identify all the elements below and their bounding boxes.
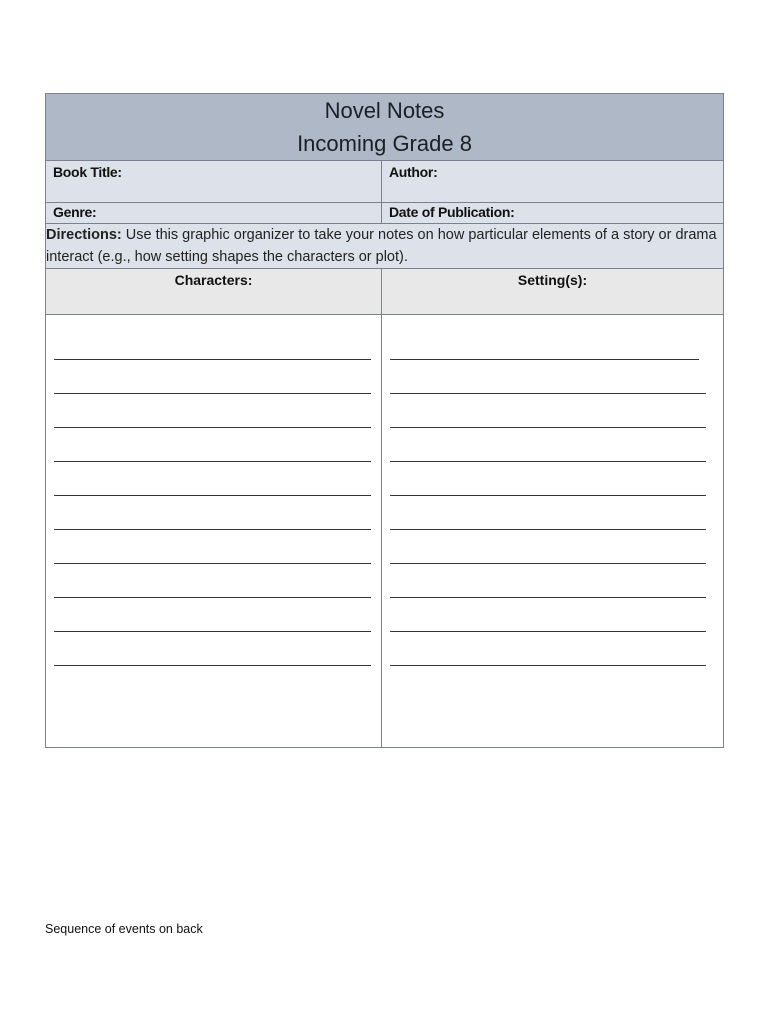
- answer-line: [54, 563, 371, 564]
- answer-line: [54, 529, 371, 530]
- header-cell: [46, 94, 724, 161]
- author-label: Author:: [389, 164, 438, 180]
- answer-line: [390, 427, 706, 428]
- worksheet-title: Novel Notes: [324, 98, 445, 123]
- answer-line: [390, 631, 706, 632]
- date-of-publication-label: Date of Publication:: [389, 204, 515, 220]
- answer-line: [54, 359, 371, 360]
- answer-line: [390, 529, 706, 530]
- settings-answer-lines: [382, 315, 723, 666]
- genre-field[interactable]: [46, 203, 382, 224]
- answer-line: [390, 393, 706, 394]
- directions-text: Use this graphic organizer to take your notes on how particular elements of a story or drama interact (e.g., how setting shapes the characters or plot).: [46, 227, 717, 265]
- answer-line: [54, 631, 371, 632]
- answer-line: [390, 461, 706, 462]
- book-title-field[interactable]: [46, 161, 382, 203]
- book-title-label: Book Title:: [53, 164, 122, 180]
- answer-line: [390, 665, 706, 666]
- footer-note: Sequence of events on back: [45, 922, 203, 936]
- answer-line: [54, 665, 371, 666]
- answer-line: [390, 359, 699, 360]
- characters-notes-area[interactable]: [46, 315, 382, 748]
- answer-line: [54, 393, 371, 394]
- answer-line: [390, 495, 706, 496]
- directions-label: Directions:: [46, 227, 122, 243]
- settings-notes-area[interactable]: [382, 315, 724, 748]
- directions-block: [46, 224, 724, 269]
- answer-line: [54, 461, 371, 462]
- author-field[interactable]: [382, 161, 724, 203]
- characters-answer-lines: [46, 315, 381, 666]
- novel-notes-organizer: [45, 93, 724, 748]
- answer-line: [54, 427, 371, 428]
- answer-line: [54, 597, 371, 598]
- answer-line: [390, 597, 706, 598]
- characters-header: Characters:: [46, 269, 382, 315]
- settings-header: Setting(s):: [382, 269, 724, 315]
- date-of-publication-field[interactable]: [382, 203, 724, 224]
- answer-line: [390, 563, 706, 564]
- worksheet-subtitle: Incoming Grade 8: [297, 131, 472, 156]
- answer-line: [54, 495, 371, 496]
- genre-label: Genre:: [53, 204, 97, 220]
